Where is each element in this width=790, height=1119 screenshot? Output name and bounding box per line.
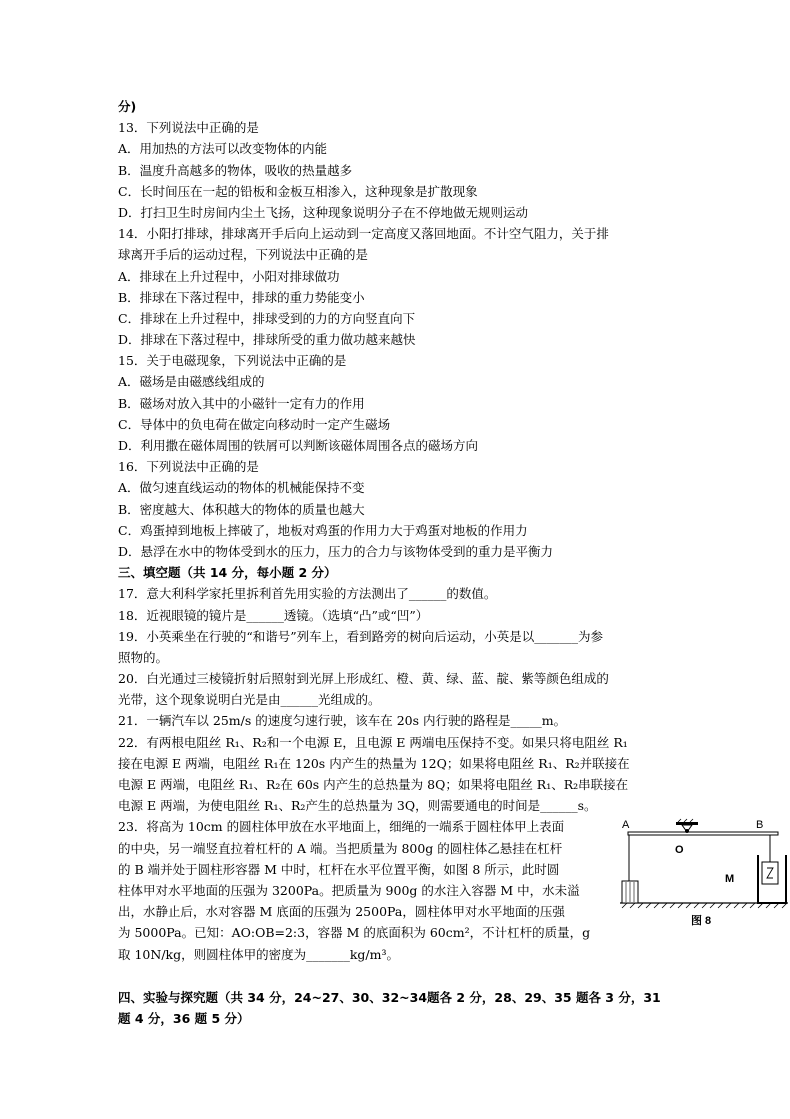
- q13-option-c: C．长时间压在一起的铅板和金板互相渗入，这种现象是扩散现象: [118, 183, 478, 199]
- q13-option-b: B．温度升高越多的物体，吸收的热量越多: [118, 162, 353, 178]
- q15-stem: 15．关于电磁现象，下列说法中正确的是: [118, 353, 347, 369]
- q16-option-c: C．鸡蛋掉到地板上摔破了，地板对鸡蛋的作用力大于鸡蛋对地板的作用力: [118, 522, 528, 538]
- q16-option-d: D．悬浮在水中的物体受到水的压力，压力的合力与该物体受到的重力是平衡力: [118, 543, 554, 559]
- q23-line-3: 的 B 端并处于圆柱形容器 M 中时，杠杆在水平位置平衡，如图 8 所示，此时圆: [118, 861, 560, 877]
- label-o: O: [675, 844, 684, 856]
- q16-option-a: A．做匀速直线运动的物体的机械能保持不变: [118, 480, 365, 496]
- q15-option-a: A．磁场是由磁感线组成的: [118, 374, 265, 390]
- label-b: B: [756, 819, 764, 831]
- q14-option-c: C．排球在上升过程中，排球受到的力的方向竖直向下: [118, 310, 416, 326]
- q16-stem: 16．下列说法中正确的是: [118, 459, 259, 475]
- q13-stem: 13．下列说法中正确的是: [118, 120, 259, 136]
- q21: 21．一辆汽车以 25m/s 的速度匀速行驶，该车在 20s 内行驶的路程是_____m。: [118, 713, 567, 729]
- q19-line-1: 19．小英乘坐在行驶的“和谐号”列车上，看到路旁的树向后运动，小英是以_______为参: [118, 628, 603, 644]
- cylinder-jia: [622, 881, 638, 903]
- q23-line-1: 23．将高为 10cm 的圆柱体甲放在水平地面上，细绳的一端系于圆柱体甲上表面: [118, 819, 565, 835]
- q14-stem-1: 14．小阳打排球，排球离开手后向上运动到一定高度又落回地面。不计空气阻力，关于排: [118, 226, 609, 242]
- q23-block: [118, 816, 618, 964]
- q14-option-a: A．排球在上升过程中，小阳对排球做功: [118, 268, 340, 284]
- exam-page: [118, 96, 678, 1029]
- lever-bar: [628, 832, 778, 835]
- q19-line-2: 照物的。: [118, 649, 169, 665]
- q22-line-2: 接在电源 E 两端，电阻丝 R₁在 120s 内产生的热量为 12Q；如果将电阻丝 R₁、R₂并联接在: [118, 755, 630, 771]
- section4-heading-1: 四、实验与探究题（共 34 分，24~27、30、32~34题各 2 分，28、29、35 题各 3 分，31: [118, 989, 661, 1005]
- figure-caption: 图 8: [691, 915, 712, 927]
- q22-line-1: 22．有两根电阻丝 R₁、R₂和一个电源 E，且电源 E 两端电压保持不变。如果只将电阻丝 R₁: [118, 734, 628, 750]
- q14-stem-2: 球离开手后的运动过程，下列说法中正确的是: [118, 247, 369, 263]
- continued-fragment: 分): [118, 99, 137, 114]
- section4-heading-2: 题 4 分，36 题 5 分）: [118, 1010, 250, 1026]
- cylinder-yi: [762, 862, 778, 884]
- pivot-support: [676, 819, 698, 833]
- q22-line-3: 电源 E 两端，电阻丝 R₁、R₂在 60s 内产生的总热量为 8Q；如果将电阻丝 R₁、R₂串联接在: [118, 777, 629, 792]
- q13-option-d: D．打扫卫生时房间内尘土飞扬，这种现象说明分子在不停地做无规则运动: [118, 204, 529, 220]
- q15-option-b: B．磁场对放入其中的小磁针一定有力的作用: [118, 395, 365, 411]
- q23-line-7: 取 10N/kg，则圆柱体甲的密度为_______kg/m³。: [118, 946, 400, 962]
- section3-heading: 三、填空题（共 14 分，每小题 2 分）: [118, 565, 337, 581]
- q23-line-2: 的中央，另一端竖直拉着杠杆的 A 端。当把质量为 800g 的圆柱体乙悬挂在杠杆: [118, 840, 563, 856]
- q20-line-2: 光带，这个现象说明白光是由______光组成的。: [118, 692, 381, 708]
- q16-option-b: B．密度越大、体积越大的物体的质量也越大: [118, 501, 365, 517]
- q15-option-d: D．利用撒在磁体周围的铁屑可以判断该磁体周围各点的磁场方向: [118, 438, 479, 453]
- q14-option-d: D．排球在下落过程中，排球所受的重力做功越来越快: [118, 332, 416, 348]
- q23-line-5: 出，水静止后，水对容器 M 底面的压强为 2500Pa，圆柱体甲对水平地面的压强: [118, 904, 565, 920]
- q23-line-4: 柱体甲对水平地面的压强为 3200Pa。把质量为 900g 的水注入容器 M 中，水未溢: [118, 882, 580, 898]
- q22-line-4: 电源 E 两端，为使电阻丝 R₁、R₂产生的总热量为 3Q，则需要通电的时间是______s。: [118, 798, 597, 814]
- q23-line-6: 为 5000Pa。已知：AO:OB=2:3，容器 M 的底面积为 60cm²，不计杠杆的质量，g: [118, 925, 591, 941]
- label-m: M: [725, 873, 735, 885]
- q18: 18．近视眼镜的镜片是______透镜。（选填“凸”或“凹”）: [118, 607, 429, 623]
- lever-figure: [618, 815, 790, 935]
- q20-line-1: 20．白光通过三棱镜折射后照射到光屏上形成红、橙、黄、绿、蓝、靛、紫等颜色组成的: [118, 671, 609, 687]
- q14-option-b: B．排球在下落过程中，排球的重力势能变小: [118, 289, 365, 305]
- q13-option-a: A．用加热的方法可以改变物体的内能: [118, 141, 328, 157]
- q17: 17．意大利科学家托里拆利首先用实验的方法测出了______的数值。: [118, 586, 497, 602]
- q15-option-c: C．导体中的负电荷在做定向移动时一定产生磁场: [118, 416, 391, 432]
- label-a: A: [622, 819, 630, 831]
